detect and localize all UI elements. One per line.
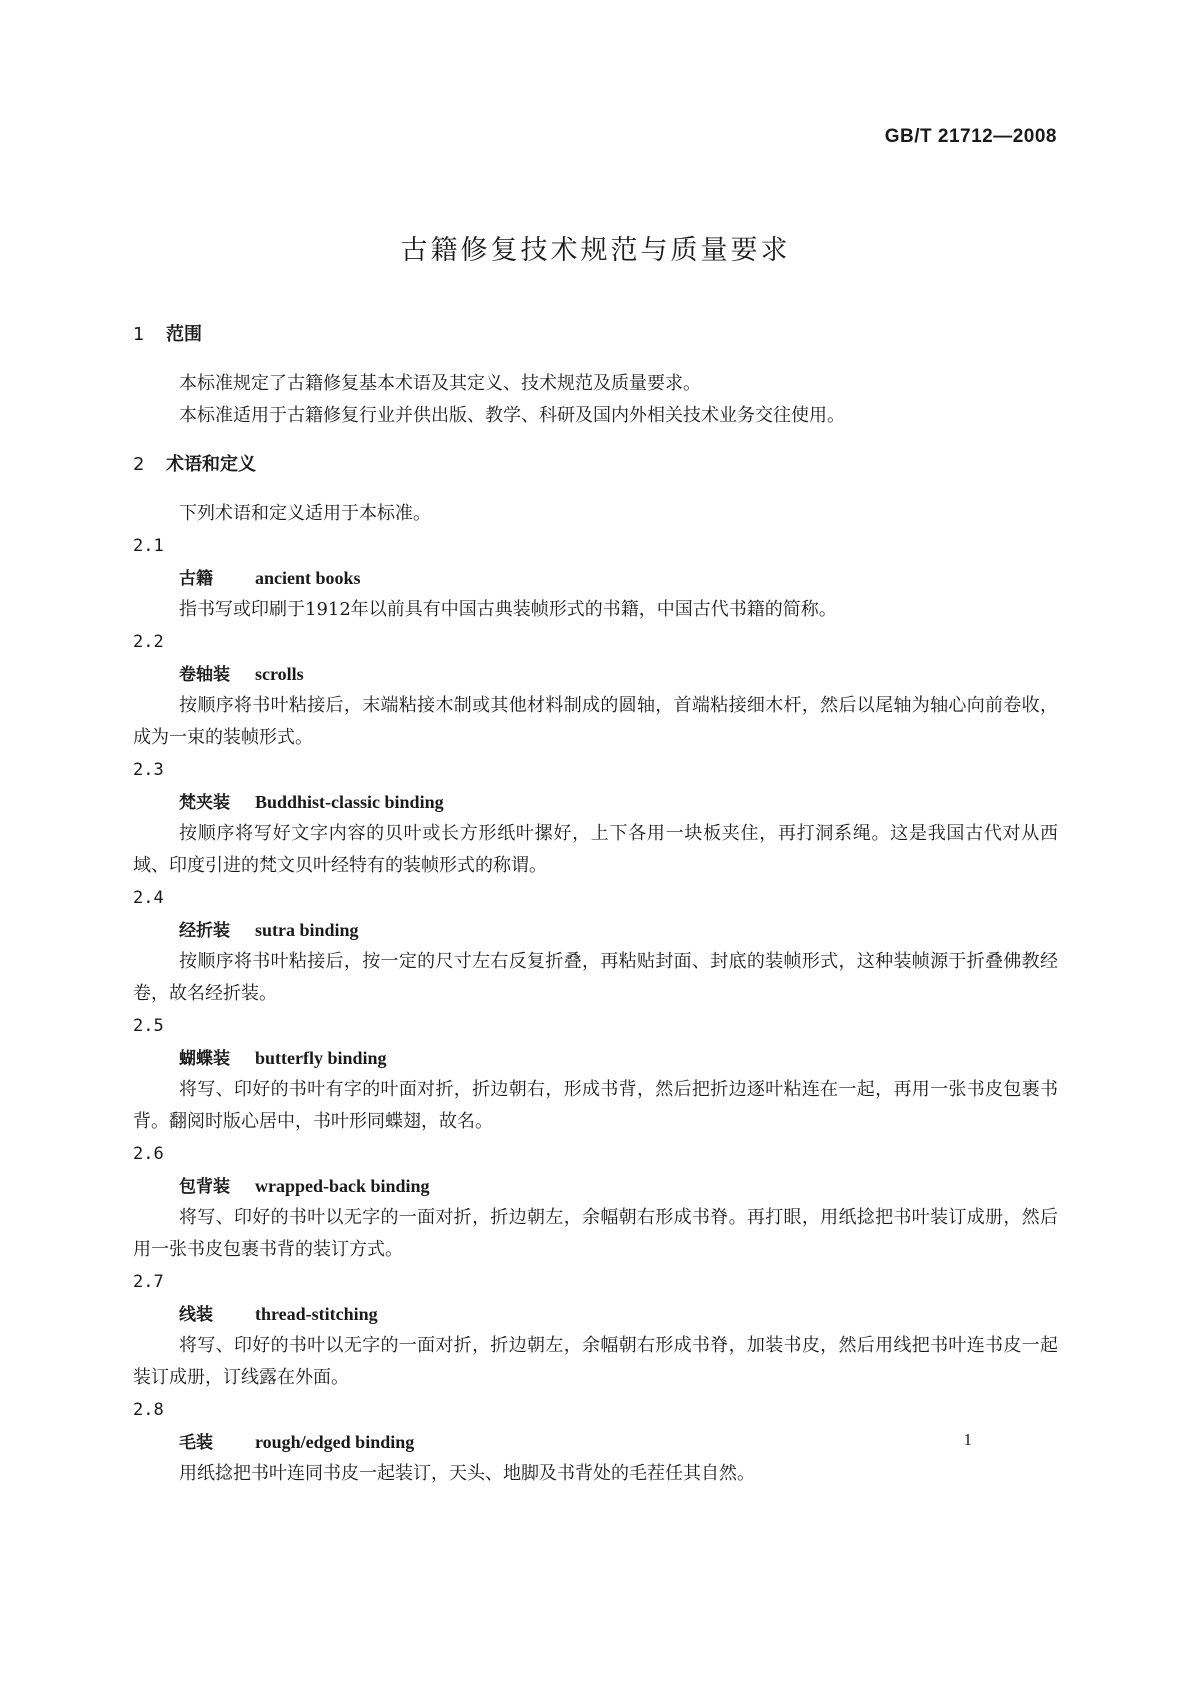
term-line xyxy=(133,1426,1058,1458)
section-number: 1 xyxy=(133,324,145,345)
term-english: Buddhist-classic binding xyxy=(255,792,444,812)
clause-number: 2.2 xyxy=(133,632,164,652)
term-chinese: 古籍 xyxy=(179,569,213,589)
term-line xyxy=(133,658,1058,690)
term-chinese: 经折装 xyxy=(179,921,230,941)
term-entry xyxy=(133,626,1058,754)
term-definition: 按顺序将写好文字内容的贝叶或长方形纸叶摞好，上下各用一块板夹住，再打洞系绳。这是我国古代对从西域、印度引进的梵文贝叶经特有的装帧形式的称谓。 xyxy=(133,823,1058,876)
clause-number: 2.1 xyxy=(133,536,164,556)
term-definition: 按顺序将书叶粘接后，末端粘接木制或其他材料制成的圆轴，首端粘接细木杆，然后以尾轴为轴心向前卷收，成为一束的装帧形式。 xyxy=(133,695,1058,748)
clause-number: 2.6 xyxy=(133,1144,164,1164)
paragraph: 本标准规定了古籍修复基本术语及其定义、技术规范及质量要求。 xyxy=(179,373,701,394)
term-english: ancient books xyxy=(255,568,361,588)
term-entry xyxy=(133,754,1058,882)
term-definition: 将写、印好的书叶有字的叶面对折，折边朝右，形成书背，然后把折边逐叶粘连在一起，再用一张书皮包裹书背。翻阅时版心居中，书叶形同蝶翅，故名。 xyxy=(133,1079,1058,1132)
section-terms xyxy=(133,450,1058,530)
term-line xyxy=(133,1170,1058,1202)
clause-number: 2.4 xyxy=(133,888,164,908)
section-title: 范围 xyxy=(166,324,202,345)
term-definition: 用纸捻把书叶连同书皮一起装订，天头、地脚及书背处的毛茬任其自然。 xyxy=(179,1463,755,1484)
section-number: 2 xyxy=(133,454,145,475)
clause-number: 2.5 xyxy=(133,1016,164,1036)
term-entry xyxy=(133,1266,1058,1394)
document-body xyxy=(133,320,1058,1490)
term-line xyxy=(133,1042,1058,1074)
term-chinese: 卷轴装 xyxy=(179,665,230,685)
term-english: rough/edged binding xyxy=(255,1432,415,1452)
paragraph: 下列术语和定义适用于本标准。 xyxy=(179,503,431,524)
term-chinese: 包背装 xyxy=(179,1177,230,1197)
standard-code: GB/T 21712—2008 xyxy=(884,126,1057,147)
clause-number: 2.8 xyxy=(133,1400,164,1420)
term-line xyxy=(133,562,1058,594)
term-english: scrolls xyxy=(255,664,304,684)
clause-number: 2.3 xyxy=(133,760,164,780)
term-english: thread-stitching xyxy=(255,1304,378,1324)
term-chinese: 线装 xyxy=(179,1305,213,1325)
term-chinese: 蝴蝶装 xyxy=(179,1049,230,1069)
term-english: wrapped-back binding xyxy=(255,1176,430,1196)
page-number: 1 xyxy=(963,1430,972,1449)
term-entry xyxy=(133,882,1058,1010)
term-english: sutra binding xyxy=(255,920,359,940)
document-title: 古籍修复技术规范与质量要求 xyxy=(400,235,791,266)
clause-number: 2.7 xyxy=(133,1272,164,1292)
term-line xyxy=(133,786,1058,818)
term-english: butterfly binding xyxy=(255,1048,387,1068)
term-entry xyxy=(133,1138,1058,1266)
section-scope xyxy=(133,320,1058,432)
term-line xyxy=(133,914,1058,946)
term-entry xyxy=(133,1394,1058,1490)
term-line xyxy=(133,1298,1058,1330)
term-chinese: 毛装 xyxy=(179,1433,213,1453)
term-definition: 将写、印好的书叶以无字的一面对折，折边朝左，余幅朝右形成书脊。再打眼，用纸捻把书叶装订成册，然后用一张书皮包裹书背的装订方式。 xyxy=(133,1207,1058,1260)
term-entry xyxy=(133,1010,1058,1138)
term-definition: 将写、印好的书叶以无字的一面对折，折边朝左，余幅朝右形成书脊，加装书皮，然后用线把书叶连书皮一起装订成册，订线露在外面。 xyxy=(133,1335,1058,1388)
term-definition: 指书写或印刷于1912年以前具有中国古典装帧形式的书籍，中国古代书籍的简称。 xyxy=(179,599,837,620)
term-entry xyxy=(133,530,1058,626)
paragraph: 本标准适用于古籍修复行业并供出版、教学、科研及国内外相关技术业务交往使用。 xyxy=(179,405,845,426)
term-chinese: 梵夹装 xyxy=(179,793,230,813)
term-definition: 按顺序将书叶粘接后，按一定的尺寸左右反复折叠，再粘贴封面、封底的装帧形式，这种装帧源于折叠佛教经卷，故名经折装。 xyxy=(133,951,1058,1004)
section-heading xyxy=(133,450,1058,480)
section-heading xyxy=(133,320,1058,350)
section-title: 术语和定义 xyxy=(166,454,256,475)
